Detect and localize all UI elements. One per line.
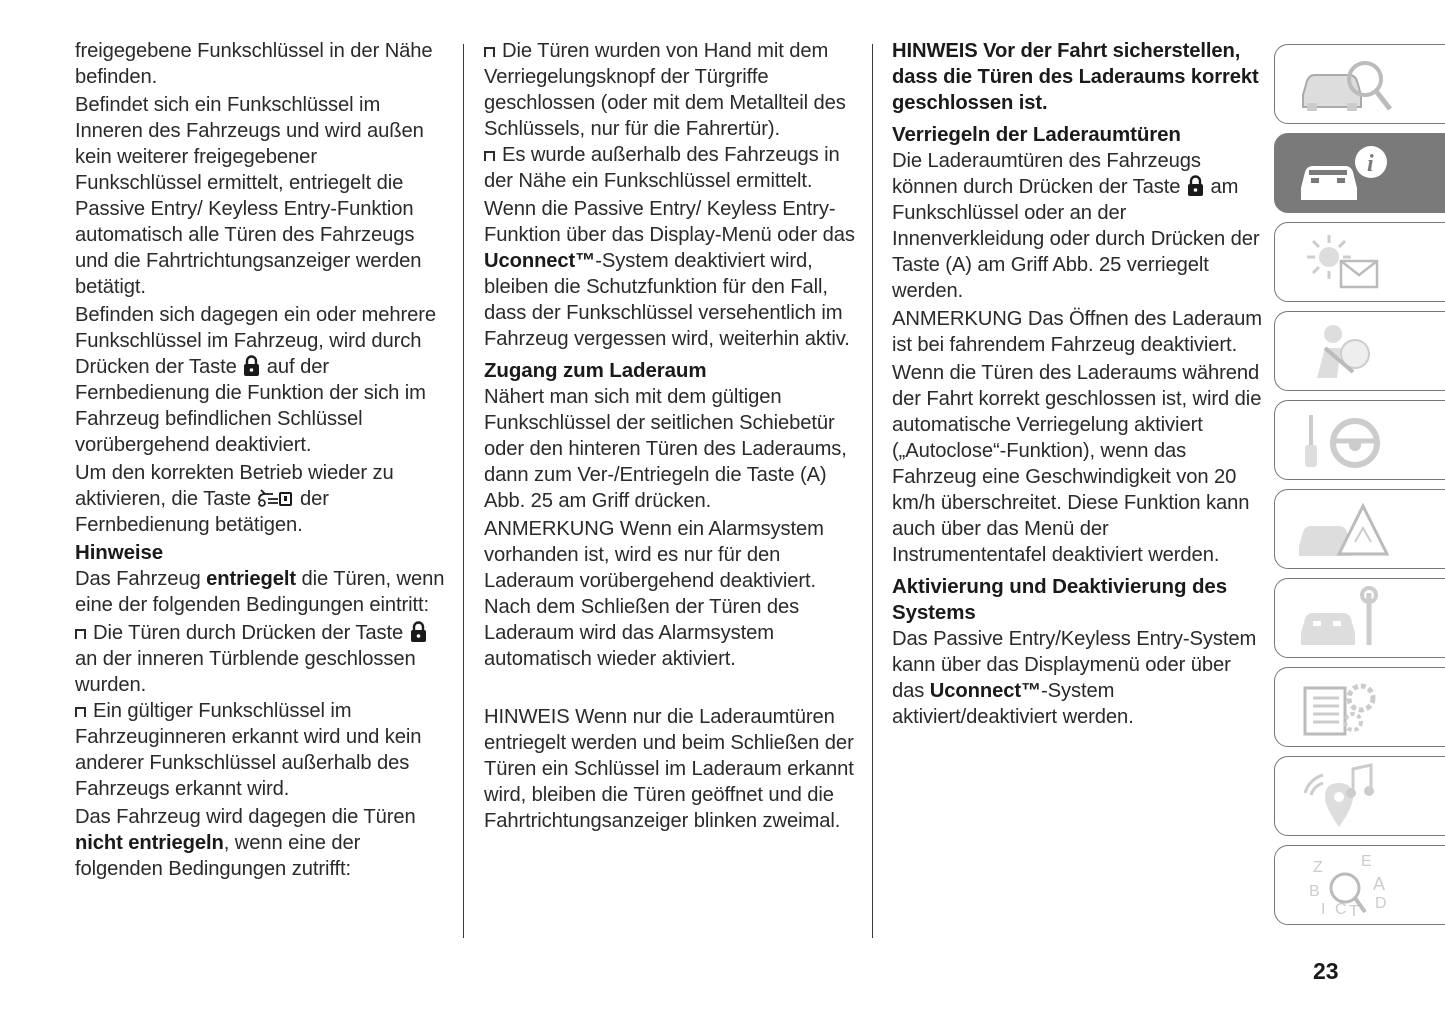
alphabet-index-icon [1295, 852, 1395, 920]
column-divider [463, 44, 464, 938]
car-warning-icon [1295, 496, 1395, 564]
bullet-icon [75, 629, 86, 639]
text-column-3 [892, 38, 1264, 732]
svg-text:i: i [1367, 151, 1374, 177]
paragraph: Befindet sich ein Funkschlüssel im Inneren des Fahrzeugs und wird außen kein weiterer freigegebener Funkschlüssel ermittelt, entriegelt die Passive Entry/ Keyless Entry-Funktion automatisch alle Türen des Fahrzeugs und die Fahrtrichtungsanzeiger werden betätigt. [75, 94, 424, 298]
tab-maintenance[interactable] [1274, 578, 1445, 658]
svg-text:Z: Z [1313, 859, 1323, 876]
tab-multimedia[interactable] [1274, 756, 1445, 836]
paragraph: Das Passive Entry/Keyless Entry-System kann über das Displaymenü oder über das Uconnect™-System aktiviert/deaktiviert werden. [892, 628, 1257, 728]
paragraph: ANMERKUNG Wenn ein Alarmsystem vorhanden ist, wird es nur für den Laderaum vorübergehend deaktiviert. Nach dem Schließen der Türen des Laderaum wird das Alarmsystem automatisch wieder aktiviert. [484, 518, 824, 670]
paragraph: Die Laderaumtüren des Fahrzeugs können durch Drücken der Taste am Funkschlüssel oder an der Innenverkleidung oder durch Drücken der Taste (A) am Griff Abb. 25 verriegelt werden. [892, 150, 1260, 302]
paragraph: ANMERKUNG Das Öffnen des Laderaum ist bei fahrendem Fahrzeug deaktiviert. [892, 308, 1262, 356]
section-heading: Zugang zum Laderaum [484, 359, 707, 382]
multimedia-icon [1295, 763, 1395, 831]
lights-message-icon [1295, 229, 1395, 297]
paragraph: freigegebene Funkschlüssel in der Nähe befinden. [75, 40, 433, 88]
lock-icon [410, 621, 427, 643]
svg-text:E: E [1361, 853, 1372, 870]
text-column-1 [75, 38, 447, 884]
tab-lights-messages[interactable] [1274, 222, 1445, 302]
car-info-icon [1295, 140, 1395, 208]
svg-text:B: B [1309, 883, 1320, 900]
list-item: Ein gültiger Funkschlüssel im Fahrzeuginneren erkannt wird und kein anderer Funkschlüssel außerhalb des Fahrzeugs erkannt wird. [75, 700, 422, 800]
paragraph: Um den korrekten Betrieb wieder zu aktivieren, die Taste der Fernbedienung betätigen. [75, 462, 394, 536]
car-wrench-icon [1295, 585, 1395, 653]
list-item: Die Türen wurden von Hand mit dem Verriegelungsknopf der Türgriffe geschlossen (oder mit dem Metallteil des Schlüssels, nur für die Fahrertür). [484, 40, 846, 140]
bullet-icon [484, 151, 495, 161]
section-heading: Aktivierung und Deaktivierung des Systems [892, 575, 1228, 624]
tab-knowing-vehicle[interactable] [1274, 133, 1445, 213]
warning-note: HINWEIS Vor der Fahrt sicherstellen, dass die Türen des Laderaums korrekt geschlossen ist. [892, 40, 1259, 114]
paragraph: Befinden sich dagegen ein oder mehrere Funkschlüssel im Fahrzeug, wird durch Drücken der Taste auf der Fernbedienung die Funktion der sich im Fahrzeug befindlichen Schlüssel vorübergehend deaktiviert. [75, 304, 436, 456]
column-divider [872, 44, 873, 938]
paragraph: Nähert man sich mit dem gültigen Funkschlüssel der seitlichen Schiebetür oder den hinteren Türen des Laderaums, dann zum Ver-/Entriegeln die Taste (A) Abb. 25 am Griff drücken. [484, 386, 847, 512]
tab-technical-data[interactable] [1274, 667, 1445, 747]
paragraph: Das Fahrzeug wird dagegen die Türen nicht entriegeln, wenn eine der folgenden Bedingungen zutrifft: [75, 806, 416, 880]
key-steering-wheel-icon [1295, 407, 1395, 475]
tab-car-overview[interactable] [1274, 44, 1445, 124]
specs-gear-icon [1295, 674, 1395, 742]
tab-emergency[interactable] [1274, 489, 1445, 569]
bullet-icon [484, 47, 495, 57]
list-item: Die Türen durch Drücken der Taste an der inneren Türblende geschlossen wurden. [75, 620, 447, 698]
paragraph: Das Fahrzeug entriegelt die Türen, wenn eine der folgenden Bedingungen eintritt: [75, 568, 445, 616]
tab-index[interactable] [1274, 845, 1445, 925]
bullet-icon [75, 707, 86, 717]
svg-text:T: T [1349, 903, 1359, 920]
paragraph: Wenn die Türen des Laderaums während der Fahrt korrekt geschlossen ist, wird die automatische Verriegelung aktiviert („Autoclose“-Funktion), wenn das Fahrzeug eine Geschwindigkeit von 20 km/h überschreitet. Diese Funktion kann auch über das Menü der Instrumententafel deaktiviert werden. [892, 362, 1262, 566]
section-heading: Verriegeln der Laderaumtüren [892, 123, 1181, 146]
paragraph: Wenn die Passive Entry/ Keyless Entry-Funktion über das Display-Menü oder das Uconnect™-System deaktiviert wird, bleiben die Schutzfunktion für den Fall, dass der Funkschlüssel versehentlich im Fahrzeug vergessen wird, weiterhin aktiv. [484, 198, 855, 350]
paragraph: HINWEIS Wenn nur die Laderaumtüren entriegelt werden und beim Schließen der Türen ein Schlüssel im Laderaum erkannt wird, bleiben die Türen geöffnet und die Fahrtrichtungsanzeiger blinken zweimal. [484, 706, 854, 832]
svg-text:I: I [1321, 901, 1326, 918]
lock-icon [1187, 175, 1204, 197]
car-magnifier-icon [1295, 51, 1395, 119]
text-column-2 [484, 38, 856, 836]
page-number: 23 [1313, 958, 1339, 984]
list-item: Es wurde außerhalb des Fahrzeugs in der Nähe ein Funkschlüssel ermittelt. [484, 144, 840, 192]
tab-safety[interactable] [1274, 311, 1445, 391]
tab-starting-driving[interactable] [1274, 400, 1445, 480]
svg-text:C: C [1335, 901, 1347, 918]
svg-text:A: A [1373, 874, 1386, 894]
cargo-door-key-icon [257, 487, 293, 509]
svg-text:D: D [1375, 895, 1387, 912]
section-heading: Hinweise [75, 541, 164, 564]
airbag-safety-icon [1295, 318, 1395, 386]
lock-icon [243, 355, 260, 377]
